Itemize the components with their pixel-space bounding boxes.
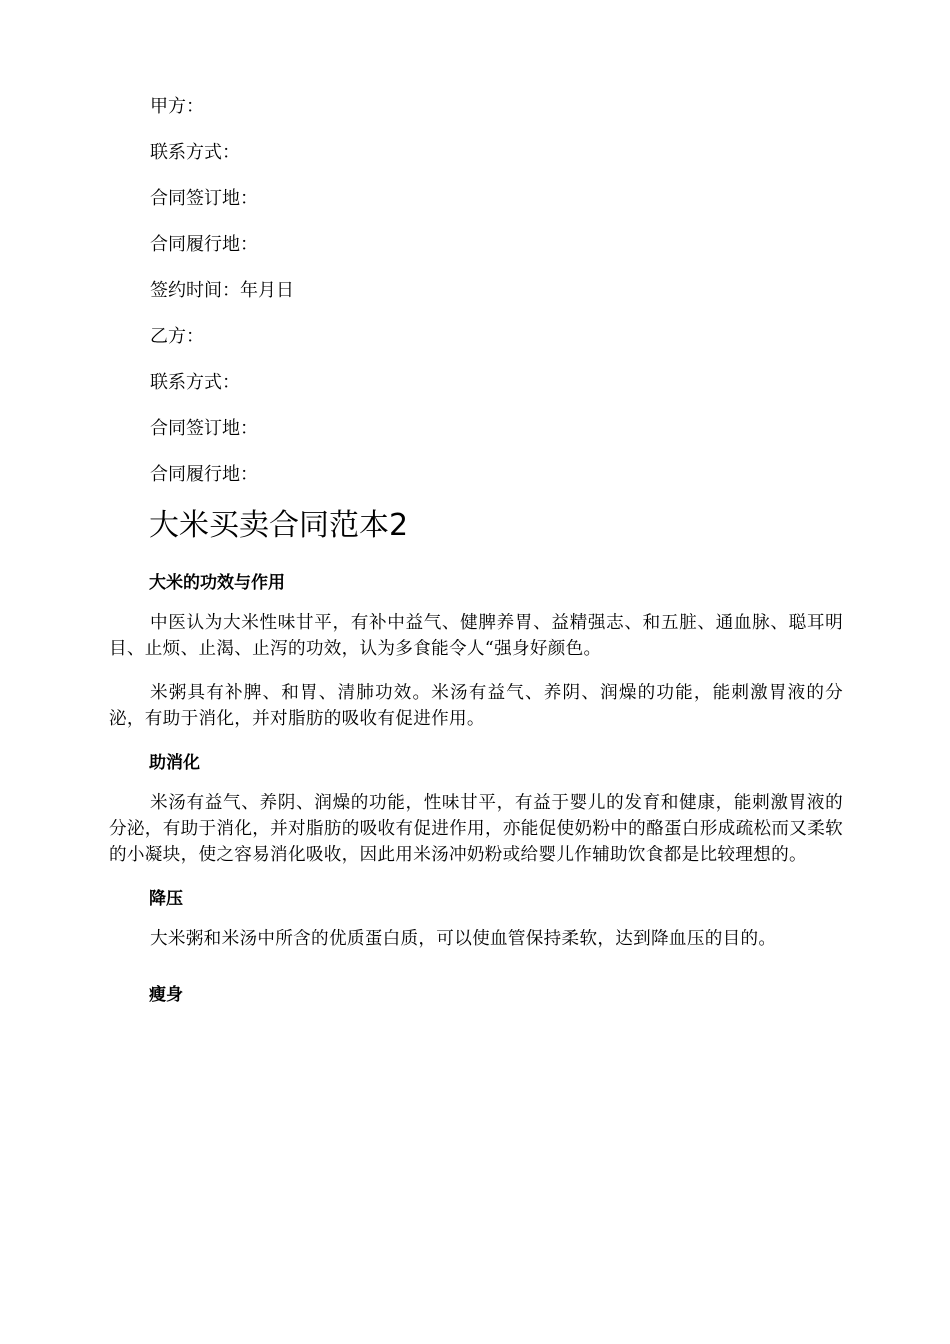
signing-date-field: 签约时间：年月日 bbox=[150, 280, 294, 301]
section-heading: 大米的功效与作用 bbox=[149, 573, 285, 593]
signing-place-field: 合同签订地： bbox=[150, 418, 258, 439]
contact-field: 联系方式： bbox=[150, 372, 240, 393]
document-body bbox=[109, 506, 843, 1022]
paragraph: 大米粥和米汤中所含的优质蛋白质，可以使血管保持柔软，达到降血压的目的。 bbox=[150, 929, 777, 949]
section-heading: 降压 bbox=[149, 889, 183, 909]
contact-field: 联系方式： bbox=[150, 142, 240, 163]
document-title: 大米买卖合同范本2 bbox=[149, 508, 409, 543]
party-a-field: 甲方： bbox=[150, 96, 204, 117]
paragraph: 米粥具有补脾、和胃、清肺功效。米汤有益气、养阴、润燥的功能，能刺激胃液的分泌，有助于消化，并对脂肪的吸收有促进作用。 bbox=[109, 683, 843, 729]
signing-place-field: 合同签订地： bbox=[150, 188, 258, 209]
section-heading: 助消化 bbox=[149, 753, 200, 773]
paragraph: 中医认为大米性味甘平，有补中益气、健脾养胃、益精强志、和五脏、通血脉、聪耳明目、止烦、止渴、止泻的功效，认为多食能令人“强身好颜色。 bbox=[109, 613, 843, 659]
performance-place-field: 合同履行地： bbox=[150, 464, 258, 485]
section-heading: 瘦身 bbox=[149, 985, 183, 1005]
paragraph: 米汤有益气、养阴、润燥的功能，性味甘平，有益于婴儿的发育和健康，能刺激胃液的分泌，有助于消化，并对脂肪的吸收有促进作用，亦能促使奶粉中的酪蛋白形成疏松而又柔软的小凝块，使之容易消化吸收，因此用米汤冲奶粉或给婴儿作辅助饮食都是比较理想的。 bbox=[109, 793, 843, 865]
party-b-field: 乙方： bbox=[150, 326, 204, 347]
contract-fields bbox=[150, 94, 850, 508]
performance-place-field: 合同履行地： bbox=[150, 234, 258, 255]
